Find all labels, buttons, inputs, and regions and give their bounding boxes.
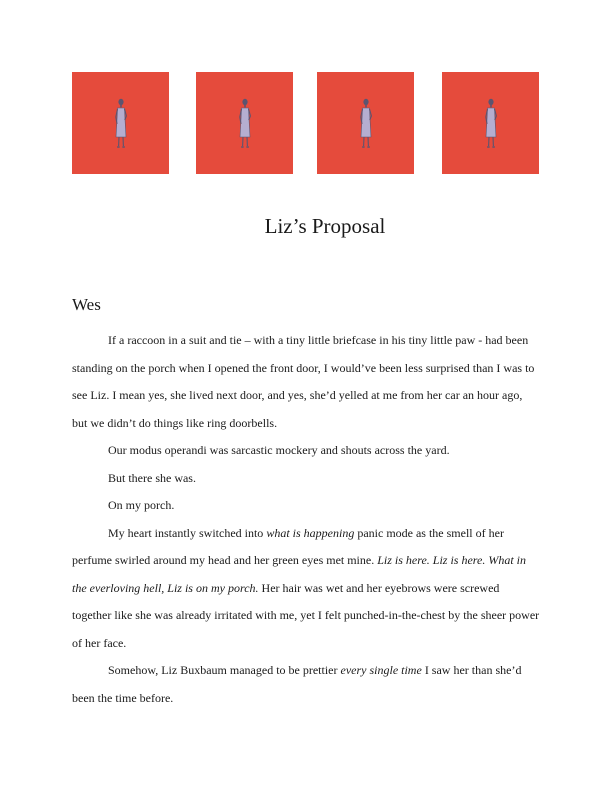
paragraph [72, 657, 540, 712]
header-tile [196, 72, 293, 174]
italic-text-run: every single time [340, 663, 422, 677]
text-run: Our modus operandi was sarcastic mockery and shouts across the yard. [108, 443, 450, 457]
woman-figure-icon [237, 97, 253, 149]
text-run: If a raccoon in a suit and tie – with a tiny little briefcase in his tiny little paw - had been standing on the porch when I opened the front door, I would’ve been less surprised than I was to see Liz. I mean yes, she lived next door, and yes, she’d yelled at me from her car an hour ago, but we didn’t do things like ring doorbells. [72, 333, 535, 430]
woman-figure-icon [358, 97, 374, 149]
header-tile [442, 72, 539, 174]
body-text [72, 327, 540, 712]
paragraph [72, 520, 540, 658]
header-tile [317, 72, 414, 174]
italic-text-run: Liz is here. Liz is here. What in the everloving hell, Liz is on my porch. [72, 553, 527, 595]
woman-figure-icon [483, 97, 499, 149]
paragraph [72, 327, 540, 437]
text-run: But there she was. [108, 470, 196, 485]
header-tile [72, 72, 169, 174]
header-illustration-row [72, 72, 539, 174]
text-run: I saw her than she’d been the time before. [72, 663, 522, 705]
text-run: On my porch. [108, 498, 175, 512]
text-run: Her hair was wet and her eyebrows were screwed together like she was already irritated with me, yet I felt punched-in-the-chest by the sheer power of her face. [72, 580, 540, 650]
italic-text-run: what is happening [266, 525, 355, 540]
paragraph [72, 437, 540, 465]
section-heading: Wes [72, 295, 101, 314]
chapter-title: Liz’s Proposal [264, 214, 386, 238]
text-run: Somehow, Liz Buxbaum managed to be prettier [108, 663, 341, 677]
paragraph [72, 492, 540, 520]
text-run: panic mode as the smell of her perfume swirled around my head and her green eyes met mine. [72, 525, 504, 567]
paragraph [72, 465, 540, 493]
text-run: My heart instantly switched into [108, 525, 267, 540]
woman-figure-icon [113, 97, 129, 149]
